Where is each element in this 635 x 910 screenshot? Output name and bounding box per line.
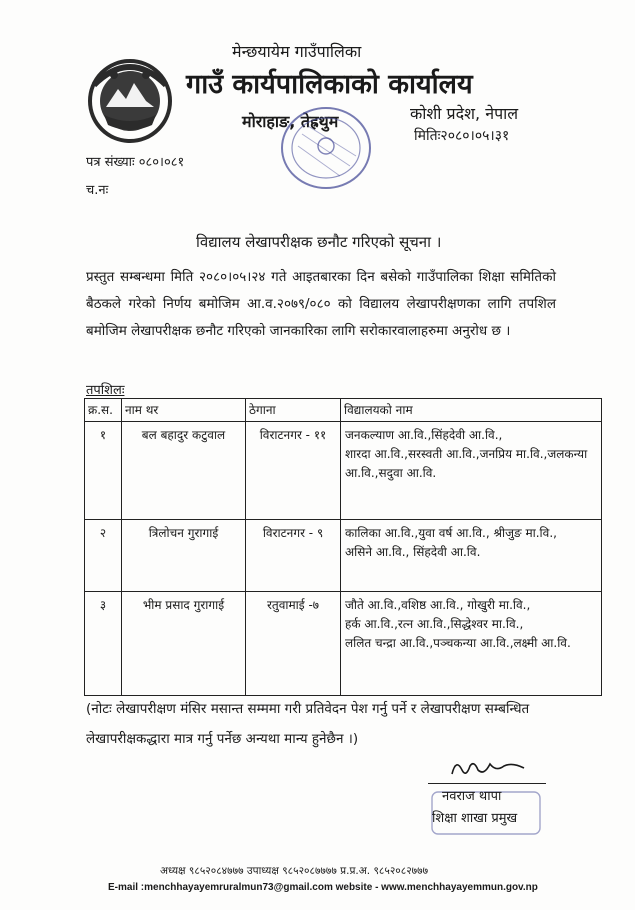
school-line: हर्क आ.वि.,रत्न आ.वि.,सिद्धेश्वर मा.वि.,	[345, 617, 524, 631]
office-title: गाउँ कार्यपालिकाको कार्यालय	[186, 69, 473, 100]
letter-date: मितिः२०८०।०५।३१	[414, 128, 510, 144]
auditor-name: त्रिलोचन गुरागाई	[122, 520, 246, 592]
row-serial: २	[85, 520, 122, 592]
province-label: कोशी प्रदेश, नेपाल	[410, 104, 519, 123]
details-label: तपशिलः	[86, 383, 125, 398]
table-header-row	[85, 399, 602, 422]
signature-line	[428, 783, 546, 784]
signatory-title: शिक्षा शाखा प्रमुख	[432, 811, 518, 826]
dispatch-number: च.नः	[86, 183, 109, 198]
office-location: मोराहाङ, तेह्रथुम	[242, 112, 339, 131]
footer-phones: अध्यक्ष ९८५२०८४७७७ उपाध्यक्ष ९८५२०८७७७७ प्र.प्र.अ. ९८५२०८२७७७	[160, 865, 429, 877]
auditor-name: बल बहादुर कटुवाल	[122, 422, 246, 520]
header-schools: विद्यालयको नाम	[341, 399, 602, 422]
school-line: जौते आ.वि.,वशिष्ठ आ.वि., गोखुरी मा.वि.,	[345, 598, 531, 612]
auditor-address: विराटनगर - ९	[246, 520, 341, 592]
school-line: ललित चन्द्रा आ.वि.,पञ्चकन्या आ.वि.,लक्ष्मी आ.वि.	[345, 636, 571, 650]
nepal-government-emblem	[84, 55, 176, 147]
header-serial: क्र.स.	[85, 399, 122, 422]
school-line: आ.वि.,सदुवा आ.वि.	[345, 466, 437, 480]
footer-contact: E-mail :menchhayayemruralmun73@gmail.com website - www.menchhayayemmun.gov.np	[108, 882, 538, 893]
row-serial: ३	[85, 592, 122, 696]
body-paragraph: प्रस्तुत सम्बन्धमा मिति २०८०।०५।२४ गते आइतबारका दिन बसेको गाउँपालिका शिक्षा समितिको बैठकले गरेको निर्णय बमोजिम आ.व.२०७९/०८० को विद्यालय लेखापरीक्षणका लागि तपशिल बमोजिम लेखापरीक्षक छनौट गरिएको जानकारिका लागि सरोकारवालाहरुमा अनुरोध छ ।	[86, 269, 556, 339]
header-name: नाम थर	[122, 399, 246, 422]
auditor-address: विराटनगर - ११	[246, 422, 341, 520]
header-address: ठेगाना	[246, 399, 341, 422]
school-line: शारदा आ.वि.,सरस्वती आ.वि.,जनप्रिय मा.वि.,जलकन्या	[345, 447, 588, 461]
school-line: असिने आ.वि., सिंहदेवी आ.वि.	[345, 545, 481, 559]
table-row	[85, 422, 602, 520]
auditor-address: रतुवामाई -७	[246, 592, 341, 696]
school-list	[341, 520, 602, 592]
handwritten-signature	[448, 756, 528, 782]
signatory-name: नवराज थापा	[442, 789, 502, 804]
letter-number: पत्र संख्याः ०८०।०८१	[86, 155, 185, 170]
school-list	[341, 422, 602, 520]
table-row	[85, 520, 602, 592]
school-line: जनकल्याण आ.वि.,सिंहदेवी आ.वि.,	[345, 428, 503, 442]
row-serial: १	[85, 422, 122, 520]
municipality-name: मेन्छयायेम गाउँपालिका	[232, 42, 362, 61]
subject-line: विद्यालय लेखापरीक्षक छनौट गरिएको सूचना ।	[196, 233, 442, 251]
school-line: कालिका आ.वि.,युवा वर्ष आ.वि., श्रीजुङ मा.वि.,	[345, 526, 557, 540]
office-stamp	[268, 96, 388, 196]
auditor-table	[84, 398, 602, 696]
school-list	[341, 592, 602, 696]
table-row	[85, 592, 602, 696]
auditor-name: भीम प्रसाद गुरागाई	[122, 592, 246, 696]
note-paragraph: (नोटः लेखापरीक्षण मंसिर मसान्त सम्ममा गरी प्रतिवेदन पेश गर्नु पर्ने र लेखापरीक्षण सम्बन्धित लेखापरीक्षकद्धारा मात्र गर्नु पर्नेछ अन्यथा मान्य हुनेछैन ।)	[86, 701, 530, 747]
